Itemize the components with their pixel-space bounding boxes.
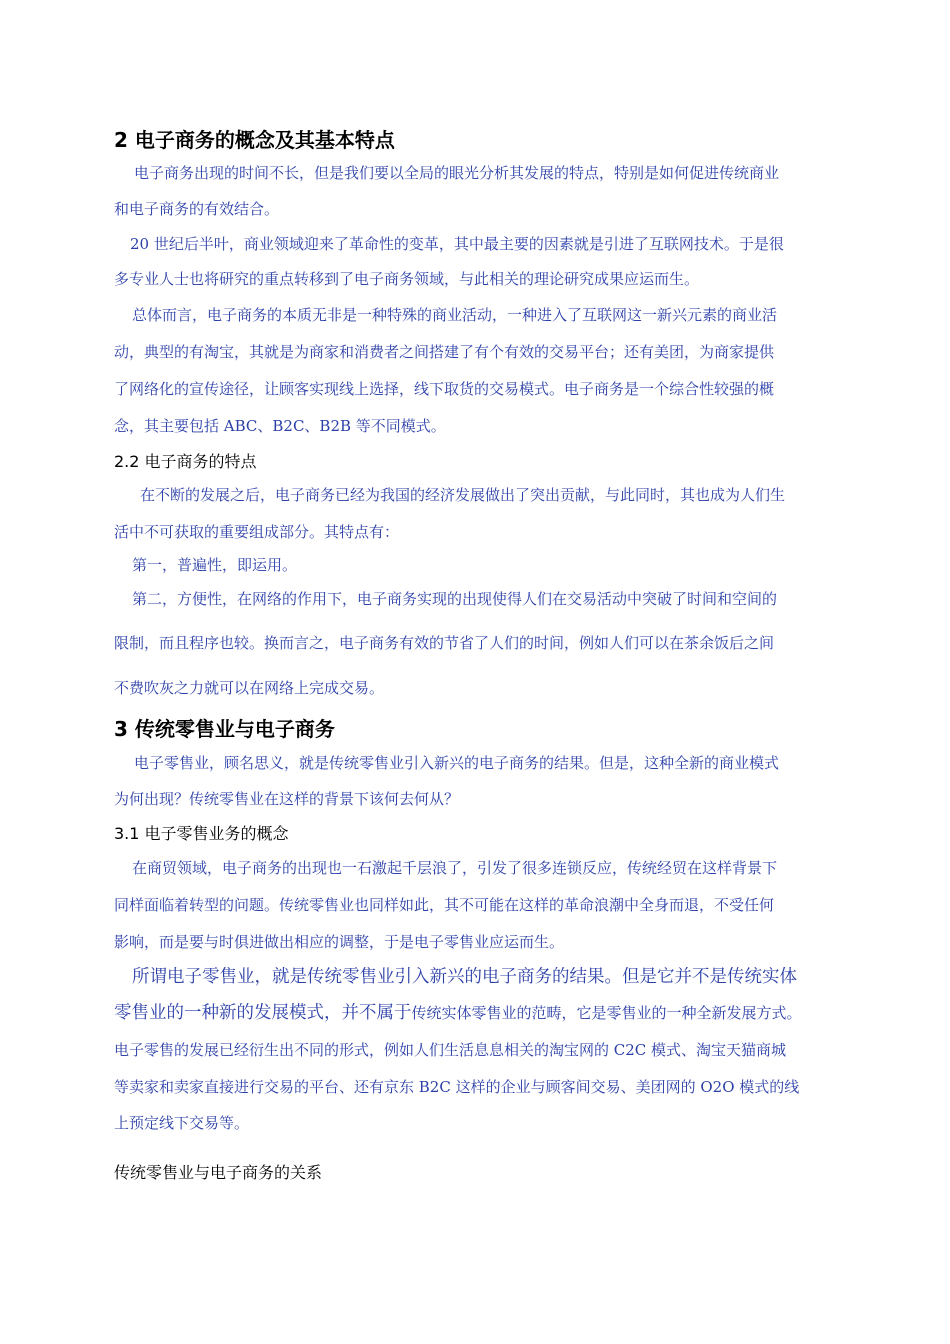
section-2-2-paragraph-3-line-2: 限制，而且程序也较。换而言之，电子商务有效的节省了人们的时间，例如人们可以在茶余饭后之间: [114, 634, 775, 652]
section-3-paragraph-1-line-1: 电子零售业，顾名思义，就是传统零售业引入新兴的电子商务的结果。但是，这种全新的商业模式: [134, 754, 780, 772]
section-2-2-paragraph-2: 第一，普遍性，即运用。: [132, 556, 298, 574]
section-2-2-paragraph-3-line-1: 第二，方便性，在网络的作用下，电子商务实现的出现使得人们在交易活动中突破了时间和空间的: [132, 590, 778, 608]
section-2-2-paragraph-3-line-3: 不费吹灰之力就可以在网络上完成交易。: [114, 679, 385, 697]
section-3-1-paragraph-2-line-1: 所谓电子零售业，就是传统零售业引入新兴的电子商务的结果。但是它并不是传统实体: [132, 967, 797, 987]
section-3-paragraph-1-line-2: 为何出现？传统零售业在这样的背景下该何去何从？: [114, 790, 460, 808]
section-3-1-paragraph-2-line-2-part-b: 传统实体零售业的范畴，它是零售业的一种全新发展方式。: [411, 1004, 802, 1022]
section-3-1-paragraph-2-line-5: 上预定线下交易等。: [114, 1114, 250, 1132]
section-3-1-paragraph-1-line-2: 同样面临着转型的问题。传统零售业也同样如此，其不可能在这样的革命浪潮中全身而退，不受任何: [114, 896, 775, 914]
section-2-2-paragraph-1-line-1: 在不断的发展之后，电子商务已经为我国的经济发展做出了突出贡献，与此同时，其也成为人们生: [140, 486, 786, 504]
section-2-paragraph-3-line-4: 念，其主要包括 ABC、B2C、B2B 等不同模式。: [114, 417, 446, 435]
section-3-1-paragraph-2-line-2: [114, 999, 802, 1024]
section-3-1-paragraph-1-line-3: 影响，而是要与时俱进做出相应的调整，于是电子零售业应运而生。: [114, 933, 565, 951]
section-2-2-heading: 2.2 电子商务的特点: [114, 452, 257, 471]
section-2-paragraph-3-line-3: 了网络化的宣传途径，让顾客实现线上选择，线下取货的交易模式。电子商务是一个综合性较强的概: [114, 380, 775, 398]
relation-heading: 传统零售业与电子商务的关系: [114, 1163, 323, 1182]
section-2-paragraph-2-line-1: 20 世纪后半叶，商业领域迎来了革命性的变革，其中最主要的因素就是引进了互联网技术。于是很: [130, 235, 784, 253]
section-2-paragraph-1-line-1: 电子商务出现的时间不长，但是我们要以全局的眼光分析其发展的特点，特别是如何促进传统商业: [134, 164, 780, 182]
section-2-paragraph-3-line-1: 总体而言，电子商务的本质无非是一种特殊的商业活动，一种进入了互联网这一新兴元素的商业活: [132, 306, 778, 324]
section-3-1-paragraph-2-line-2-part-a: 零售业的一种新的发展模式，并不属于: [114, 1003, 412, 1023]
section-3-1-heading: 3.1 电子零售业务的概念: [114, 824, 289, 843]
section-2-heading: 2 电子商务的概念及其基本特点: [114, 128, 395, 152]
section-3-1-paragraph-1-line-1: 在商贸领域，电子商务的出现也一石激起千层浪了，引发了很多连锁反应，传统经贸在这样背景下: [132, 859, 778, 877]
section-2-paragraph-3-line-2: 动，典型的有淘宝，其就是为商家和消费者之间搭建了有个有效的交易平台；还有美团，为商家提供: [114, 343, 775, 361]
section-3-1-paragraph-2-line-3: 电子零售的发展已经衍生出不同的形式，例如人们生活息息相关的淘宝网的 C2C 模式、淘宝天猫商城: [114, 1041, 787, 1059]
section-3-1-paragraph-2-line-4: 等卖家和卖家直接进行交易的平台、还有京东 B2C 这样的企业与顾客间交易、美团网的 O2O 模式的线: [114, 1078, 800, 1096]
section-2-paragraph-1-line-2: 和电子商务的有效结合。: [114, 200, 280, 218]
section-3-heading: 3 传统零售业与电子商务: [114, 717, 335, 741]
section-2-2-paragraph-1-line-2: 活中不可获取的重要组成部分。其特点有：: [114, 523, 400, 541]
section-2-paragraph-2-line-2: 多专业人士也将研究的重点转移到了电子商务领域，与此相关的理论研究成果应运而生。: [114, 270, 700, 288]
